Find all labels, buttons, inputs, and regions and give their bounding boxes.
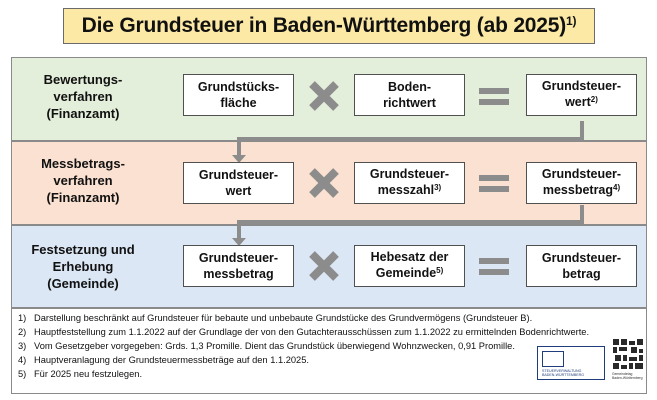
footnote-ref: 3): [434, 183, 442, 192]
procedure-line: Festsetzung und: [31, 242, 135, 257]
logo-text: STEUERVERWALTUNG: [542, 369, 582, 373]
footnote-number: 1): [18, 313, 27, 323]
box-text-line: messbetrag: [542, 183, 614, 197]
footnote-text: Für 2025 neu festzulegen.: [34, 369, 143, 379]
box-text-line: Grundsteuer-: [541, 79, 622, 93]
equals-icon: [479, 175, 509, 193]
footnote-item: [18, 340, 515, 352]
procedure-label-row2: [8, 155, 158, 206]
box-text-line: fläche: [220, 96, 257, 110]
box-text-line: messbetrag: [203, 267, 274, 281]
procedure-line: (Gemeinde): [47, 276, 119, 291]
multiply-icon: [308, 167, 340, 199]
footnote-text: Hauptveranlagung der Grundsteuermessbeträge auf den 1.1.2025.: [34, 355, 309, 365]
box-text-line: Boden-: [387, 80, 432, 94]
steuerverwaltung-bw-logo: [537, 346, 605, 380]
box-grundsteuerbetrag-result: [526, 245, 637, 287]
box-text-line: Hebesatz der: [370, 250, 449, 264]
box-text-line: betrag: [562, 267, 601, 281]
procedure-label-row3: [8, 241, 158, 292]
procedure-line: Bewertungs-: [43, 72, 123, 87]
footnote-ref: 5): [436, 266, 444, 275]
box-grundstuecksflaeche: [183, 74, 294, 116]
footnote-text: Hauptfeststellung zum 1.1.2022 auf der Grundlage der von den Gutachterausschüssen zum 1.1.2022 zu ermittelnden Bodenrichtwerte.: [34, 327, 590, 337]
box-grundsteuermesszahl: [354, 162, 465, 204]
multiply-icon: [308, 80, 340, 112]
box-grundsteuermessbetrag: [183, 245, 294, 287]
box-hebesatz: [354, 245, 465, 287]
box-text-line: Grundsteuer-: [541, 167, 622, 181]
equals-icon: [479, 258, 509, 276]
box-text-line: Gemeinde: [375, 266, 437, 280]
footnote-text: Vom Gesetzgeber vorgegeben: Grds. 1,3 Promille. Dient das Grundstück überwiegend Wohnzwecken, 0,91 Promille.: [34, 341, 515, 351]
procedure-line: (Finanzamt): [46, 106, 120, 121]
footnote-number: 3): [18, 341, 27, 351]
box-text-line: Grundsteuer-: [369, 167, 450, 181]
logo-text: Gemeindetag: [612, 372, 633, 376]
footnote-number: 5): [18, 369, 27, 379]
footnote-item: [18, 326, 589, 338]
title-text: Die Grundsteuer in Baden-Württemberg (ab 2025): [81, 14, 567, 37]
logo-text: BADEN-WÜRTTEMBERG: [542, 373, 585, 377]
procedure-line: verfahren: [53, 173, 113, 188]
footnote-item: [18, 312, 532, 324]
box-text-line: Grundstücks-: [197, 80, 280, 94]
box-text-line: Grundsteuer-: [198, 251, 279, 265]
box-grundsteuerwert: [183, 162, 294, 204]
procedure-line: verfahren: [53, 89, 113, 104]
procedure-label-row1: [8, 71, 158, 122]
footnote-item: [18, 354, 309, 366]
equals-icon: [479, 88, 509, 106]
box-grundsteuerwert-result: [526, 74, 637, 116]
box-text-line: richtwert: [383, 96, 436, 110]
box-text-line: wert: [565, 95, 591, 109]
procedure-line: (Finanzamt): [46, 190, 120, 205]
box-text-line: messzahl: [377, 183, 435, 197]
footnote-number: 2): [18, 327, 27, 337]
footnote-number: 4): [18, 355, 27, 365]
box-grundsteuermessbetrag-result: [526, 162, 637, 204]
gemeindetag-emblem-icon: [612, 338, 644, 370]
gemeindetag-logo: [612, 338, 644, 382]
logo-text: Baden-Württemberg: [612, 376, 643, 380]
footnote-item: [18, 368, 142, 380]
procedure-line: Erhebung: [52, 259, 114, 274]
title-footnote-ref: 1): [566, 14, 577, 28]
multiply-icon: [308, 250, 340, 282]
footnote-ref: 4): [613, 183, 621, 192]
footnote-ref: 2): [590, 95, 598, 104]
connector-row2-to-row3: [239, 205, 582, 239]
box-text-line: wert: [225, 184, 252, 198]
box-bodenrichtwert: [354, 74, 465, 116]
footnote-text: Darstellung beschränkt auf Grundsteuer für bebaute und unbebaute Grundstücke des Grundvermögens (Grundsteuer B).: [34, 313, 533, 323]
procedure-line: Messbetrags-: [41, 156, 125, 171]
logo-emblem: [542, 351, 564, 367]
box-text-line: Grundsteuer-: [198, 168, 279, 182]
connector-row1-to-row2: [239, 121, 582, 156]
box-text-line: Grundsteuer-: [541, 251, 622, 265]
